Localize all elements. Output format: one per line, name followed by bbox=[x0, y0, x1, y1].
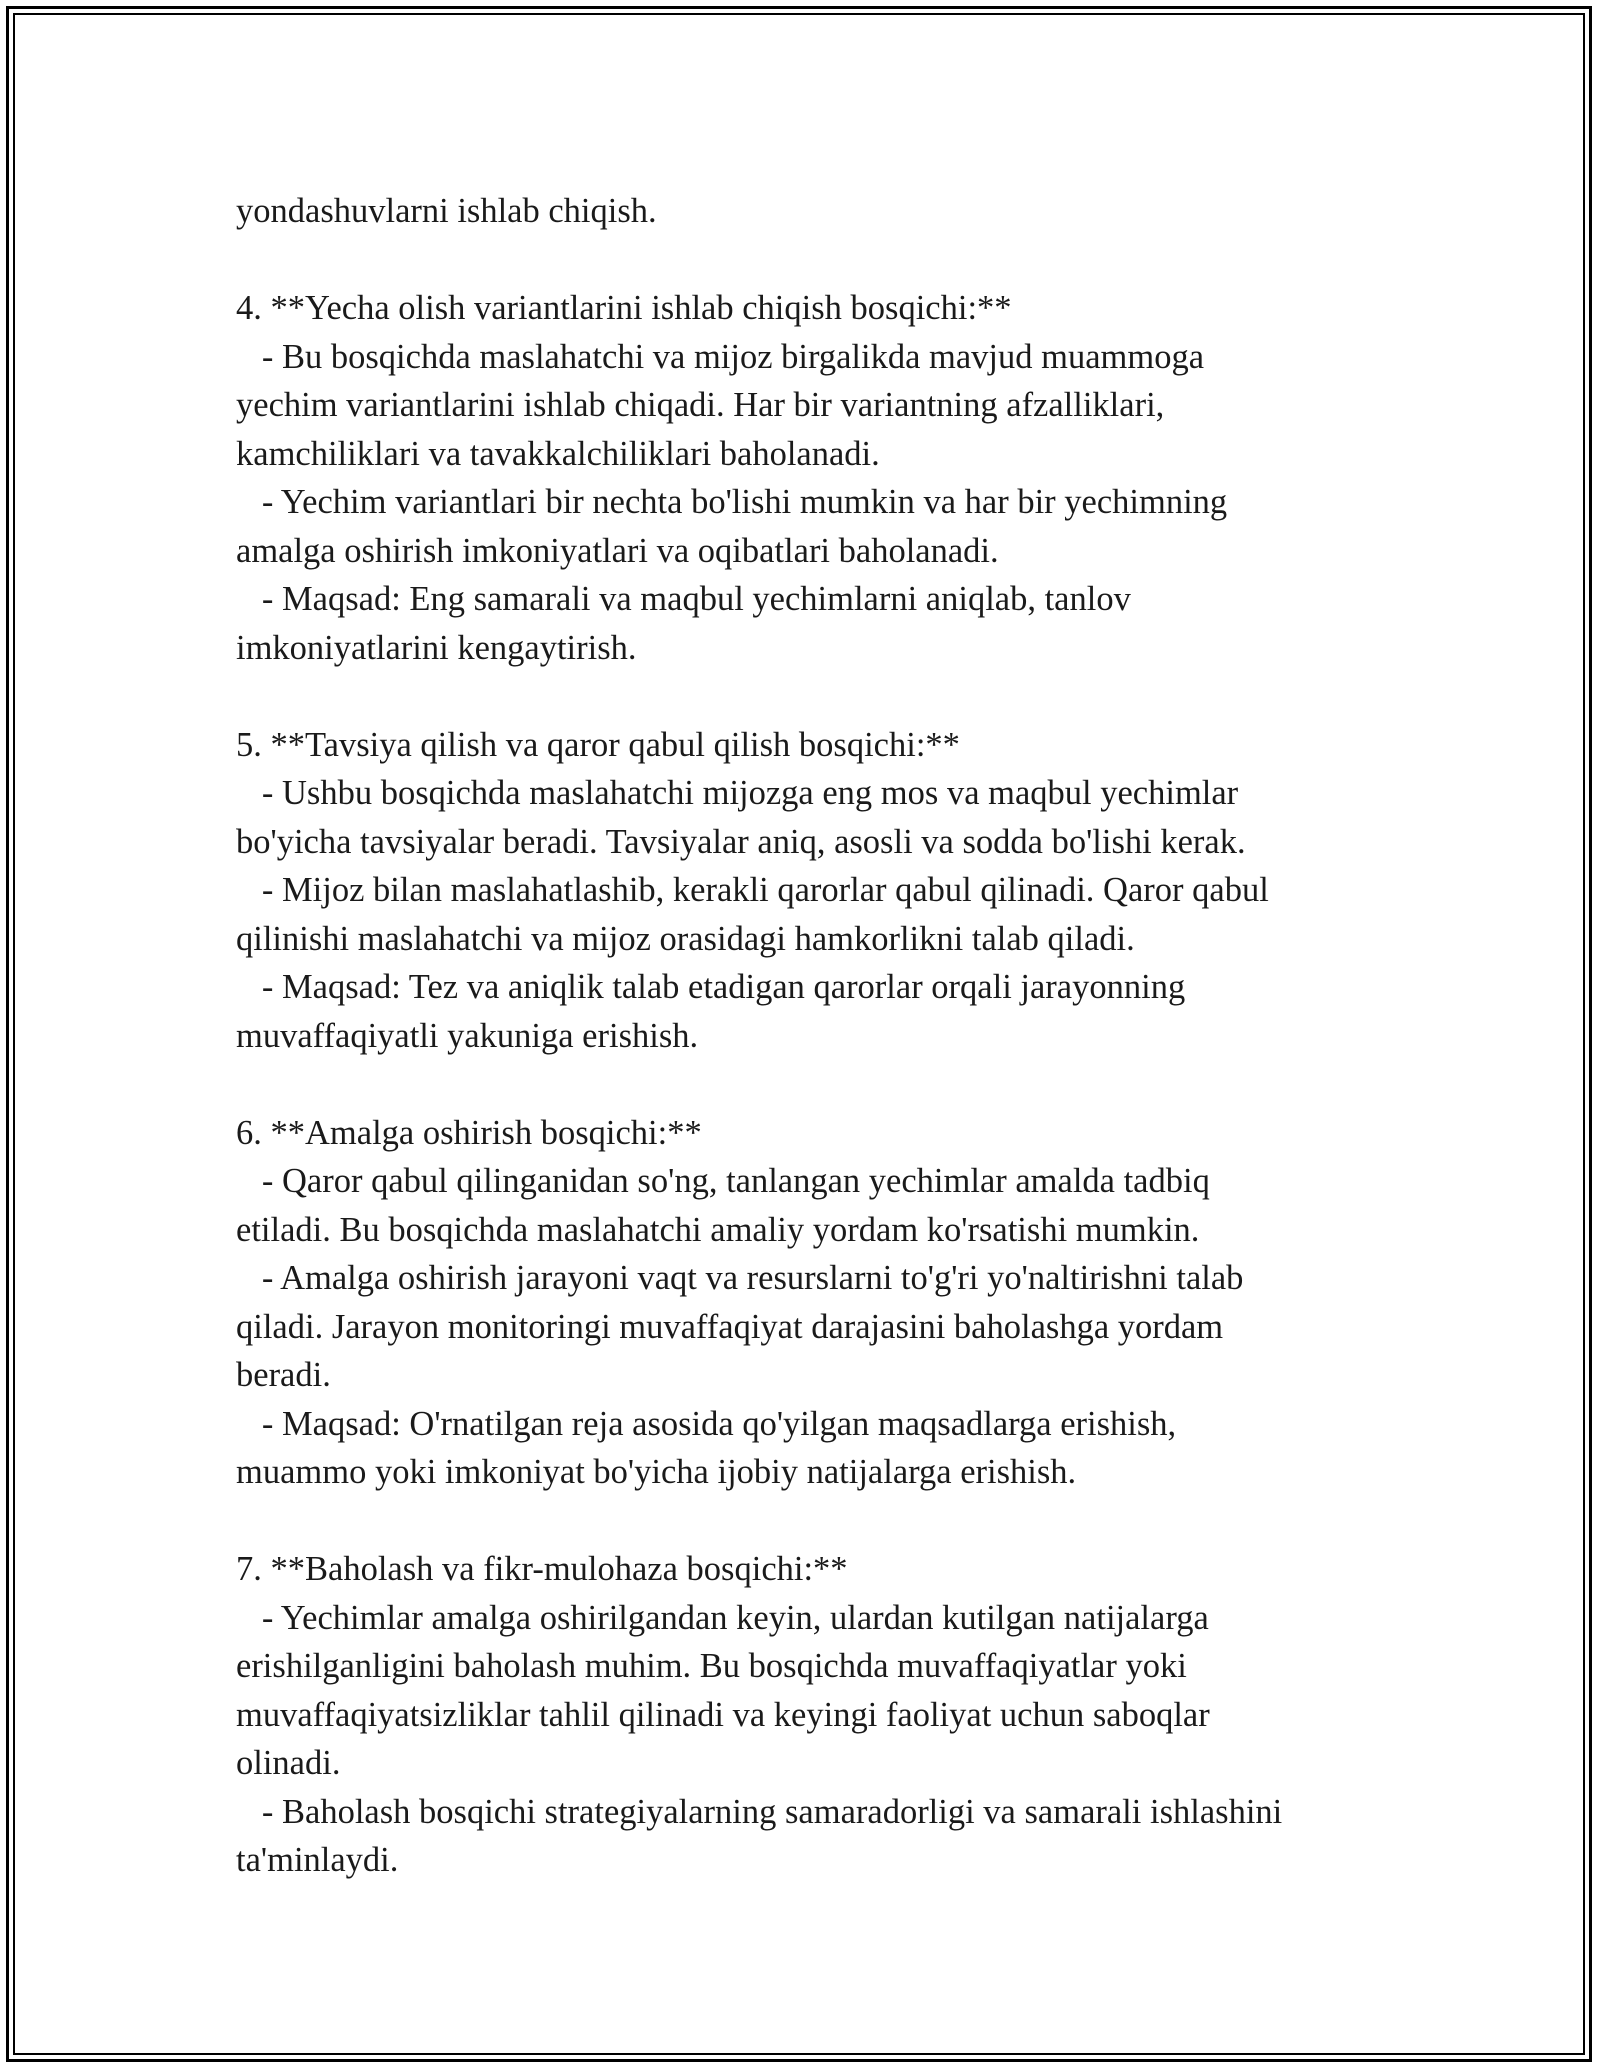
text-line: - Bu bosqichda maslahatchi va mijoz birgalikda mavjud muammoga bbox=[236, 337, 1205, 376]
intro-line: yondashuvlarni ishlab chiqish. bbox=[236, 192, 657, 230]
text-line: qiladi. Jarayon monitoringi muvaffaqiyat darajasini baholashga yordam bbox=[236, 1307, 1224, 1346]
text-line: beradi. bbox=[236, 1356, 331, 1394]
text-line: etiladi. Bu bosqichda maslahatchi amaliy yordam ko'rsatishi mumkin. bbox=[236, 1210, 1200, 1249]
section-5 bbox=[236, 721, 1386, 1061]
text-line: olinadi. bbox=[236, 1744, 341, 1782]
text-line: qilinishi maslahatchi va mijoz orasidagi hamkorlikni talab qiladi. bbox=[236, 919, 1135, 958]
text-line: - Ushbu bosqichda maslahatchi mijozga eng mos va maqbul yechimlar bbox=[236, 774, 1239, 812]
text-line: kamchiliklari va tavakkalchiliklari baholanadi. bbox=[236, 434, 880, 473]
text-line: - Qaror qabul qilinganidan so'ng, tanlangan yechimlar amalda tadbiq bbox=[236, 1162, 1210, 1200]
text-line: imkoniyatlarini kengaytirish. bbox=[236, 628, 637, 667]
text-line: yechim variantlarini ishlab chiqadi. Har bir variantning afzalliklari, bbox=[236, 386, 1165, 424]
text-line: - Baholash bosqichi strategiyalarning samaradorligi va samarali ishlashini bbox=[236, 1792, 1283, 1831]
text-line: muvaffaqiyatli yakuniga erishish. bbox=[236, 1016, 699, 1055]
text-line: muammo yoki imkoniyat bo'yicha ijobiy natijalarga erishish. bbox=[236, 1453, 1077, 1491]
text-line: - Maqsad: Tez va aniqlik talab etadigan qarorlar orqali jarayonning bbox=[236, 968, 1186, 1006]
section-heading: 6. **Amalga oshirish bosqichi:** bbox=[236, 1113, 702, 1152]
text-line: bo'yicha tavsiyalar beradi. Tavsiyalar aniq, asosli va sodda bo'lishi kerak. bbox=[236, 822, 1246, 861]
section-6 bbox=[236, 1109, 1386, 1497]
text-line: - Yechimlar amalga oshirilgandan keyin, ulardan kutilgan natijalarga bbox=[236, 1598, 1209, 1637]
paragraph-gap bbox=[236, 1060, 1386, 1109]
text-line: - Mijoz bilan maslahatlashib, kerakli qarorlar qabul qilinadi. Qaror qabul bbox=[236, 871, 1269, 909]
text-line: - Amalga oshirish jarayoni vaqt va resurslarni to'g'ri yo'naltirishni talab bbox=[236, 1259, 1244, 1297]
text-line: erishilganligini baholash muhim. Bu bosqichda muvaffaqiyatlar yoki bbox=[236, 1647, 1187, 1685]
text-line: - Maqsad: Eng samarali va maqbul yechimlarni aniqlab, tanlov bbox=[236, 580, 1131, 618]
paragraph-gap bbox=[236, 672, 1386, 721]
text-line: ta'minlaydi. bbox=[236, 1841, 399, 1879]
text-line: amalga oshirish imkoniyatlari va oqibatlari baholanadi. bbox=[236, 531, 999, 570]
section-heading: 5. **Tavsiya qilish va qaror qabul qilish bosqichi:** bbox=[236, 725, 960, 764]
paragraph-gap bbox=[236, 236, 1386, 285]
text-line: muvaffaqiyatsizliklar tahlil qilinadi va keyingi faoliyat uchun saboqlar bbox=[236, 1695, 1210, 1734]
text-line: - Maqsad: O'rnatilgan reja asosida qo'yilgan maqsadlarga erishish, bbox=[236, 1404, 1177, 1443]
text-line: - Yechim variantlari bir nechta bo'lishi mumkin va har bir yechimning bbox=[236, 483, 1228, 521]
paragraph-gap bbox=[236, 1497, 1386, 1546]
section-4 bbox=[236, 284, 1386, 672]
section-7 bbox=[236, 1545, 1386, 1885]
document-body bbox=[236, 187, 1386, 1885]
section-heading: 7. **Baholash va fikr-mulohaza bosqichi:** bbox=[236, 1550, 848, 1588]
section-heading: 4. **Yecha olish variantlarini ishlab chiqish bosqichi:** bbox=[236, 289, 1012, 327]
